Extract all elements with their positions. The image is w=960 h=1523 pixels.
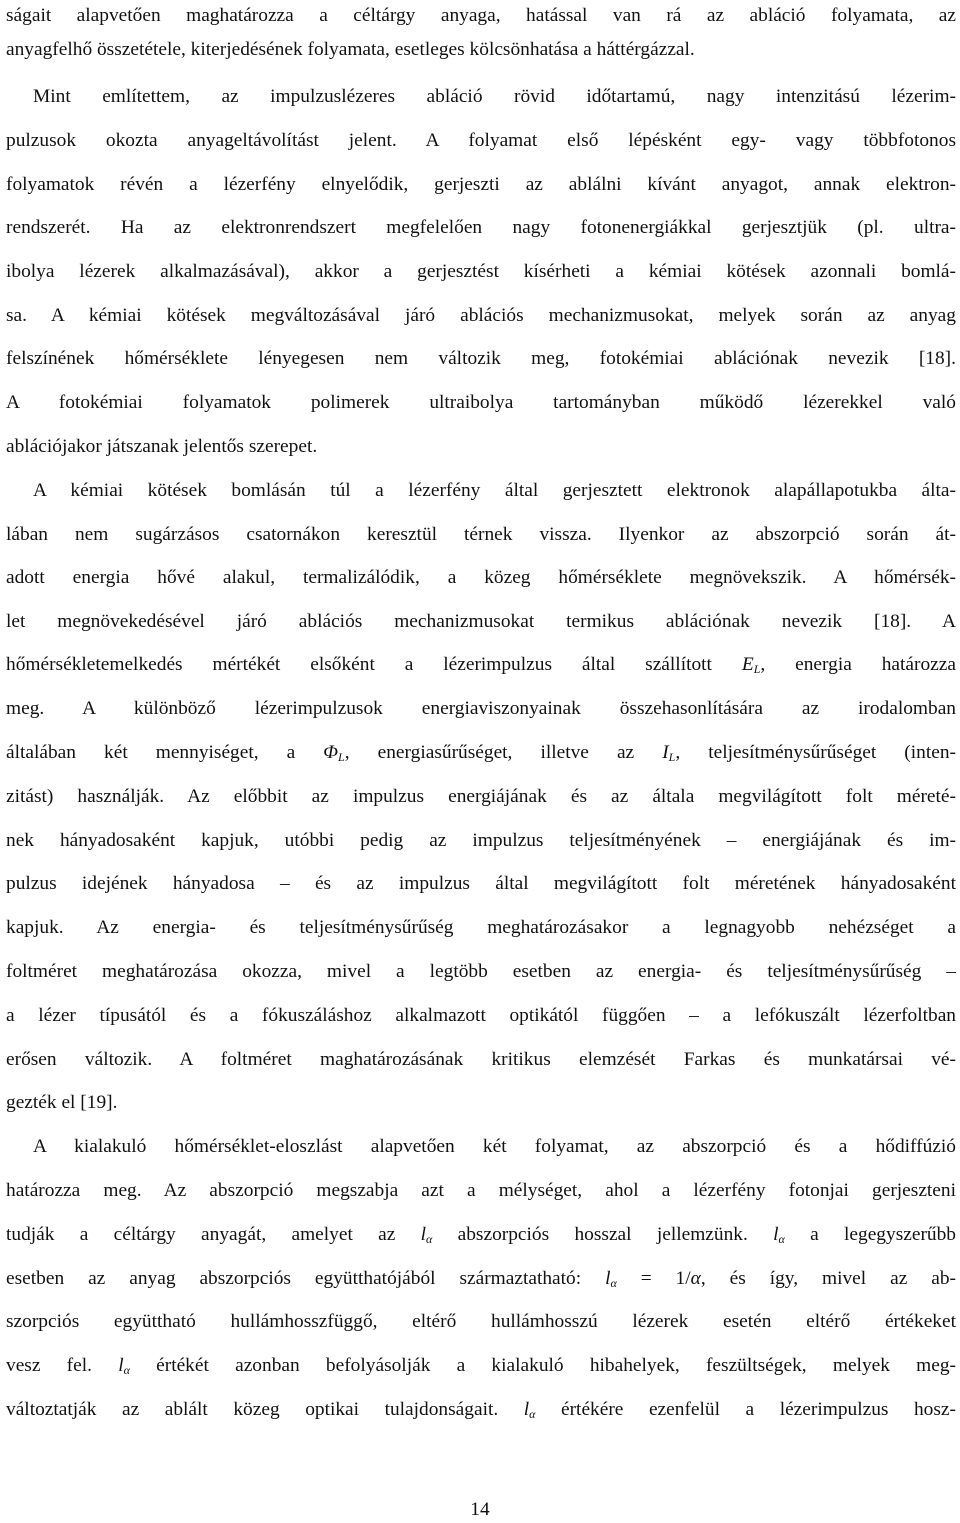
text-line: ablációjakor játszanak jelentős szerepet. — [6, 436, 318, 457]
text-line: lában nem sugárzásos csatornákon keresztül térnek vissza. Ilyenkor az abszorpció során át- — [6, 524, 956, 545]
text-line: adott energia hővé alakul, termalizálódik, a közeg hőmérséklete megnövekszik. A hőmérsék- — [6, 567, 956, 588]
text-line: tudják a céltárgy anyagát, amelyet az $l_\alpha$ abszorpciós hosszal jellemzünk. $l_\alpha$ a legegyszerűbb — [6, 1224, 957, 1246]
text-line: rendszerét. Ha az elektronrendszert megfelelően nagy fotonenergiákkal gerjesztjük (pl. ultra- — [6, 217, 956, 238]
text-line: hőmérsékletemelkedés mértékét elsőként a lézerimpulzus által szállított $E_L$, energia határozza — [6, 654, 956, 676]
text-line: let megnövekedésével járó ablációs mechanizmusokat termikus ablációnak nevezik [18]. A — [6, 611, 956, 632]
text-line: határozza meg. Az abszorpció megszabja azt a mélységet, ahol a lézerfény fotonjai gerjeszteni — [6, 1180, 956, 1201]
page-number: 14 — [470, 1499, 490, 1520]
text-line: pulzus idejének hányadosa – és az impulzus által megvilágított folt méretének hányadosaként — [6, 873, 956, 894]
text-line: ibolya lézerek alkalmazásával), akkor a gerjesztést kísérheti a kémiai kötések azonnali bomlá- — [6, 261, 956, 282]
text-line: A kémiai kötések bomlásán túl a lézerfény által gerjesztett elektronok alapállapotukba álta- — [33, 480, 956, 501]
text-line: anyagfelhő összetétele, kiterjedésének folyamata, esetleges kölcsönhatása a háttérgázzal. — [6, 39, 695, 60]
text-line: meg. A különböző lézerimpulzusok energiaviszonyainak összehasonlítására az irodalomban — [6, 698, 956, 719]
text-line: A fotokémiai folyamatok polimerek ultraibolya tartományban működő lézerekkel való — [6, 392, 956, 413]
text-line: változtatják az ablált közeg optikai tulajdonságait. $l_\alpha$ értékére ezenfelül a lézerimpulzus hosz- — [6, 1399, 956, 1421]
text-line: pulzusok okozta anyageltávolítást jelent. A folyamat első lépésként egy- vagy többfotonos — [6, 130, 956, 151]
text-line: erősen változik. A foltméret maghatározásának kritikus elemzését Farkas és munkatársai vé- — [6, 1049, 956, 1070]
text-line: nek hányadosaként kapjuk, utóbbi pedig az impulzus teljesítményének – energiájának és im- — [6, 830, 956, 851]
text-line: gezték el [19]. — [6, 1092, 118, 1113]
text-line: esetben az anyag abszorpciós együtthatójából származtatható: $l_\alpha = 1/\alpha$, és így, mivel az ab- — [6, 1268, 956, 1290]
text-line: Mint említettem, az impulzuslézeres abláció rövid időtartamú, nagy intenzitású lézerim- — [33, 86, 956, 107]
text-line: zitást) használják. Az előbbit az impulzus energiájának és az általa megvilágított folt méreté- — [6, 786, 956, 807]
text-line: ságait alapvetően maghatározza a céltárgy anyaga, hatással van rá az abláció folyamata, az — [6, 5, 956, 26]
text-line: foltméret meghatározása okozza, mivel a legtöbb esetben az energia- és teljesítménysűrűség – — [6, 961, 956, 982]
text-line: sa. A kémiai kötések megváltozásával járó ablációs mechanizmusokat, melyek során az anyag — [6, 305, 956, 326]
text-line: általában két mennyiséget, a $\Phi_L$, energiasűrűséget, illetve az $I_L$, teljesítménysűrűséget (inten- — [6, 742, 956, 764]
text-line: folyamatok révén a lézerfény elnyelődik, gerjeszti az ablálni kívánt anyagot, annak elektron- — [6, 174, 956, 195]
text-line: felszínének hőmérséklete lényegesen nem változik meg, fotokémiai ablációnak nevezik [18]. — [6, 348, 956, 369]
text-line: A kialakuló hőmérséklet-eloszlást alapvetően két folyamat, az abszorpció és a hődiffúzió — [33, 1136, 956, 1157]
text-line: kapjuk. Az energia- és teljesítménysűrűség meghatározásakor a legnagyobb nehézséget a — [6, 917, 956, 938]
text-line: a lézer típusától és a fókuszáláshoz alkalmazott optikától függően – a lefókuszált lézerfoltban — [6, 1005, 956, 1026]
text-line: szorpciós együttható hullámhosszfüggő, eltérő hullámhosszú lézerek esetén eltérő értékeket — [6, 1311, 956, 1332]
text-line: vesz fel. $l_\alpha$ értékét azonban befolyásolják a kialakuló hibahelyek, feszültségek, melyek meg- — [6, 1355, 956, 1377]
